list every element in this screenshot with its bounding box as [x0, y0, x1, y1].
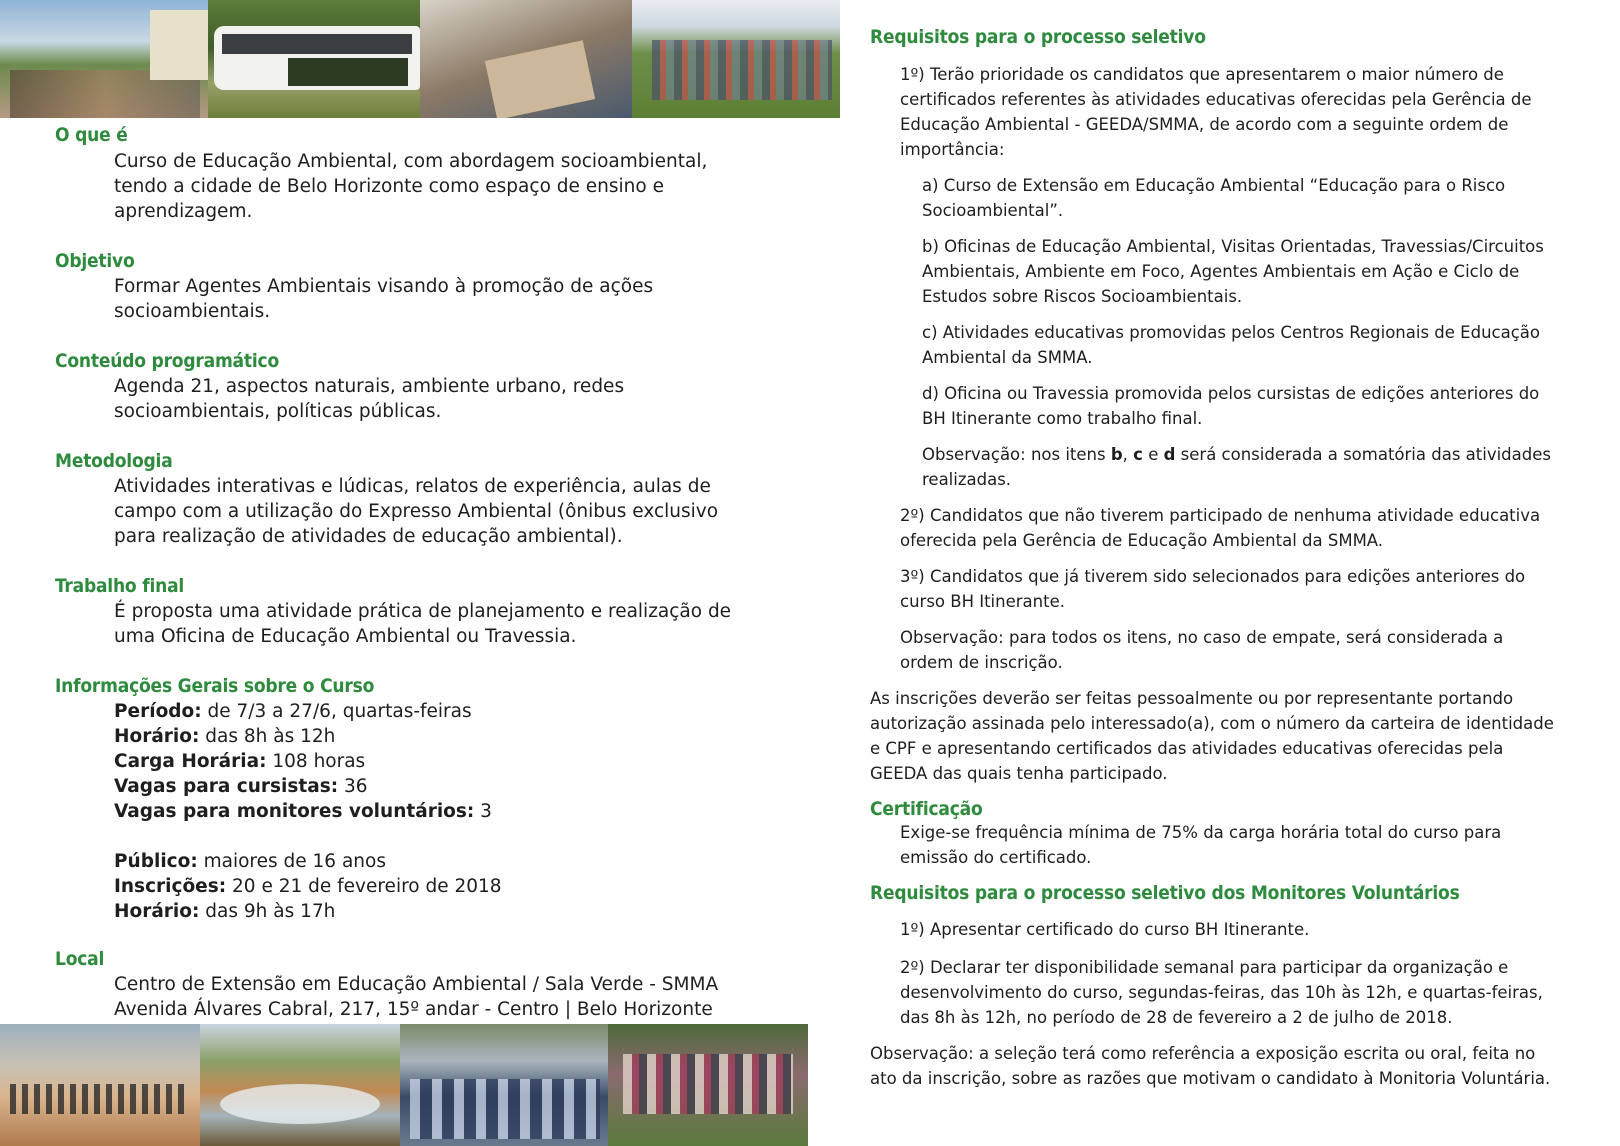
observacao-1: [922, 442, 1590, 492]
section-title-requisitos: Requisitos para o processo seletivo: [870, 26, 1206, 48]
photo-group-field: [632, 0, 840, 118]
text-line: 1º) Terão prioridade os candidatos que apresentarem o maior número de: [900, 65, 1504, 84]
observacao-2: [900, 625, 1590, 675]
photo-sunset-group: [0, 1024, 200, 1146]
photo-band: [400, 1024, 608, 1146]
criterio-3: [900, 564, 1590, 614]
section-title-monitores: Requisitos para o processo seletivo dos Monitores Voluntários: [870, 882, 1460, 904]
info-item-carga-horaria: Carga Horária: 108 horas: [114, 751, 366, 772]
inscricoes-paragraph: [870, 686, 1590, 786]
local-text: [114, 972, 834, 1022]
text-line: d) Oficina ou Travessia promovida pelos cursistas de edições anteriores do: [922, 384, 1540, 403]
text-line: Centro de Extensão em Educação Ambiental / Sala Verde - SMMA: [114, 974, 719, 995]
text-line: importância:: [900, 140, 1005, 159]
criterio-1d: [922, 381, 1590, 431]
text-line: aprendizagem.: [114, 201, 253, 222]
info-item-horario-inscricoes: Horário: das 9h às 17h: [114, 901, 336, 922]
criterio-1b: [922, 234, 1590, 309]
photo-street: [0, 0, 208, 118]
criterio-1: [900, 62, 1590, 162]
text-line: das 8h às 12h, no período de 28 de fevereiro a 2 de julho de 2018.: [900, 1008, 1453, 1027]
photo-waterfall: [200, 1024, 400, 1146]
monitor-criterio-1: [900, 917, 1590, 942]
section-title-trabalho-final: Trabalho final: [55, 575, 185, 597]
trabalho-final-text: [114, 599, 834, 649]
text-line: b) Oficinas de Educação Ambiental, Visitas Orientadas, Travessias/Circuitos: [922, 237, 1544, 256]
text-line: socioambientais.: [114, 301, 271, 322]
text-line: BH Itinerante como trabalho final.: [922, 409, 1203, 428]
informacoes-list: [114, 699, 834, 924]
text-line: Estudos sobre Riscos Socioambientais.: [922, 287, 1243, 306]
text-line: Observação: para todos os itens, no caso de empate, será considerada a: [900, 628, 1504, 647]
info-item-vagas-cursistas: Vagas para cursistas: 36: [114, 776, 368, 797]
info-item-inscricoes: Inscrições: 20 e 21 de fevereiro de 2018: [114, 876, 502, 897]
conteudo-text: [114, 374, 834, 424]
text-line: realizadas.: [922, 470, 1012, 489]
text-line: Curso de Educação Ambiental, com abordagem socioambiental,: [114, 151, 708, 172]
criterio-2: [900, 503, 1590, 553]
text-line: GEEDA das quais tenha participado.: [870, 764, 1168, 783]
photo-group-portrait: [608, 1024, 808, 1146]
info-item-horario: Horário: das 8h às 12h: [114, 726, 336, 747]
text-line: Observação: nos itens b, c e d será considerada a somatória das atividades: [922, 445, 1551, 464]
section-title-objetivo: Objetivo: [55, 250, 135, 272]
text-line: Ambiental da SMMA.: [922, 348, 1093, 367]
text-line: para realização de atividades de educação ambiental).: [114, 526, 623, 547]
text-line: emissão do certificado.: [900, 848, 1092, 867]
objetivo-text: [114, 274, 834, 324]
text-line: Avenida Álvares Cabral, 217, 15º andar - Centro | Belo Horizonte: [114, 999, 713, 1020]
text-line: tendo a cidade de Belo Horizonte como espaço de ensino e: [114, 176, 664, 197]
text-line: oferecida pela Gerência de Educação Ambiental da SMMA.: [900, 531, 1384, 550]
text-line: socioambientais, políticas públicas.: [114, 401, 442, 422]
text-line: uma Oficina de Educação Ambiental ou Travessia.: [114, 626, 577, 647]
text-line: 2º) Declarar ter disponibilidade semanal para participar da organização e: [900, 958, 1509, 977]
section-title-metodologia: Metodologia: [55, 450, 173, 472]
section-title-certificacao: Certificação: [870, 798, 983, 820]
text-line: a) Curso de Extensão em Educação Ambiental “Educação para o Risco: [922, 176, 1506, 195]
photo-bus: [208, 0, 420, 118]
section-title-informacoes: Informações Gerais sobre o Curso: [55, 675, 375, 697]
certificacao-text: [900, 820, 1590, 870]
photo-workshop: [420, 0, 632, 118]
text-line: ordem de inscrição.: [900, 653, 1063, 672]
info-item-vagas-monitores: Vagas para monitores voluntários: 3: [114, 801, 492, 822]
text-line: desenvolvimento do curso, segundas-feiras, das 10h às 12h, e quartas-feiras,: [900, 983, 1543, 1002]
text-line: ato da inscrição, sobre as razões que motivam o candidato à Monitoria Voluntária.: [870, 1069, 1551, 1088]
text-line: Ambientais, Ambiente em Foco, Agentes Ambientais em Ação e Ciclo de: [922, 262, 1520, 281]
text-line: autorização assinada pelo interessado(a), com o número da carteira de identidade: [870, 714, 1554, 733]
o-que-e-text: [114, 149, 834, 224]
criterio-1a: [922, 173, 1590, 223]
info-item-periodo: Período: de 7/3 a 27/6, quartas-feiras: [114, 701, 472, 722]
text-line: Atividades interativas e lúdicas, relatos de experiência, aulas de: [114, 476, 711, 497]
text-line: certificados referentes às atividades educativas oferecidas pela Gerência de: [900, 90, 1532, 109]
section-title-o-que-e: O que é: [55, 124, 128, 146]
text-line: 2º) Candidatos que não tiverem participado de nenhuma atividade educativa: [900, 506, 1541, 525]
text-line: As inscrições deverão ser feitas pessoalmente ou por representante portando: [870, 689, 1514, 708]
text-line: campo com a utilização do Expresso Ambiental (ônibus exclusivo: [114, 501, 719, 522]
metodologia-text: [114, 474, 834, 549]
monitor-criterio-2: [900, 955, 1590, 1030]
text-line: e CPF e apresentando certificados das atividades educativas oferecidas pela: [870, 739, 1504, 758]
text-line: Educação Ambiental - GEEDA/SMMA, de acordo com a seguinte ordem de: [900, 115, 1509, 134]
text-line: 1º) Apresentar certificado do curso BH Itinerante.: [900, 920, 1310, 939]
criterio-1c: [922, 320, 1590, 370]
text-line: 3º) Candidatos que já tiverem sido selecionados para edições anteriores do: [900, 567, 1526, 586]
text-line: Observação: a seleção terá como referência a exposição escrita ou oral, feita no: [870, 1044, 1536, 1063]
text-line: curso BH Itinerante.: [900, 592, 1065, 611]
text-line: Exige-se frequência mínima de 75% da carga horária total do curso para: [900, 823, 1502, 842]
text-line: Formar Agentes Ambientais visando à promoção de ações: [114, 276, 654, 297]
text-line: c) Atividades educativas promovidas pelos Centros Regionais de Educação: [922, 323, 1540, 342]
info-item-publico: Público: maiores de 16 anos: [114, 851, 386, 872]
text-line: Agenda 21, aspectos naturais, ambiente urbano, redes: [114, 376, 625, 397]
section-title-local: Local: [55, 948, 105, 970]
text-line: É proposta uma atividade prática de planejamento e realização de: [114, 601, 732, 622]
observacao-3: [870, 1041, 1590, 1091]
section-title-conteudo: Conteúdo programático: [55, 350, 279, 372]
right-column: [870, 26, 1590, 1091]
text-line: Socioambiental”.: [922, 201, 1064, 220]
